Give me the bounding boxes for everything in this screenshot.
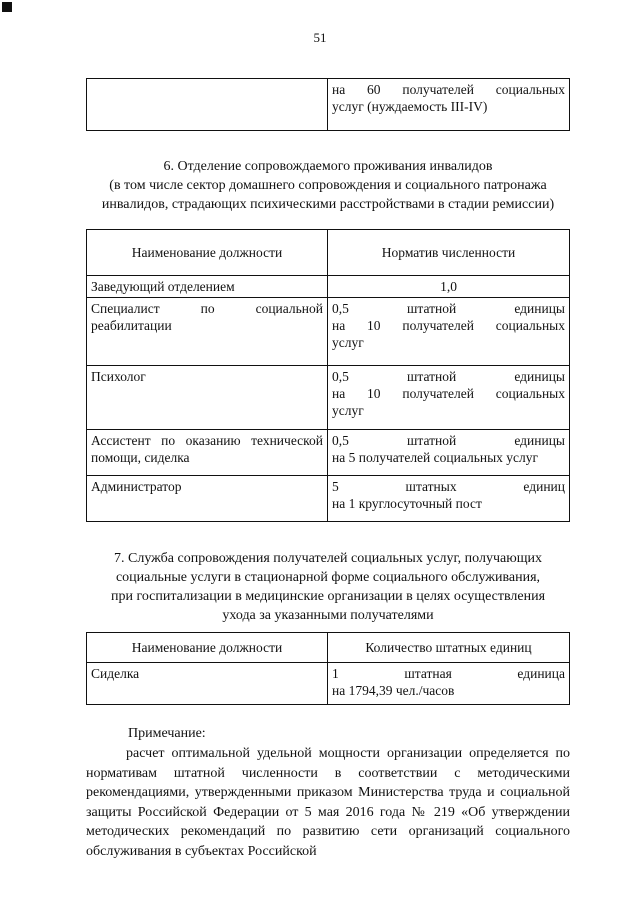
section6-heading — [86, 157, 570, 214]
position-cell — [87, 276, 328, 298]
quantity-cell — [328, 663, 570, 705]
norm-line: 1,0 — [440, 279, 457, 294]
top-table-right-cell — [328, 79, 570, 131]
top-table — [86, 78, 570, 131]
section7-title-line: социальные услуги в стационарной форме социального обслуживания, — [115, 570, 541, 585]
norm-line: услуг — [332, 335, 364, 350]
position-line: помощи, сиделка — [91, 450, 190, 465]
scan-corner-mark — [2, 2, 12, 12]
top-table-text-line: услуг (нуждаемость III-IV) — [332, 99, 488, 114]
position-cell — [87, 476, 328, 522]
section7-heading — [86, 549, 570, 625]
norm-line: на 10 получателей социальных — [332, 318, 565, 333]
table-row — [87, 476, 570, 522]
top-table-text-line: на 60 получателей социальных — [332, 82, 565, 97]
section6-header-norm: Норматив численности — [328, 230, 570, 276]
page-number: 51 — [313, 30, 327, 45]
quantity-line: на 1794,39 чел./часов — [332, 683, 455, 698]
note-title: Примечание: — [128, 726, 206, 741]
section7-table — [86, 632, 570, 705]
norm-cell — [328, 430, 570, 476]
section7-title-line: при госпитализации в медицинские организации в целях осуществления — [110, 589, 546, 604]
position-cell — [87, 430, 328, 476]
note-text: расчет оптимальной удельной мощности организации определяется по нормативам штатной численности в соответствии с методическими рекомендациями, утвержденными приказом Министерства труда и социальной защиты Российской Федерации от 5 мая 2016 года № 219 «Об утверждении методических рекомендаций по развитию сети организаций социального обслуживания в субъектах Российской — [86, 746, 570, 859]
position-line: Психолог — [91, 369, 146, 384]
norm-line: 0,5 штатной единицы — [332, 433, 565, 448]
section7-title-line: ухода за указанными получателями — [222, 608, 434, 623]
section6-header-position: Наименование должности — [87, 230, 328, 276]
norm-line: 0,5 штатной единицы — [332, 369, 565, 384]
table-row — [87, 276, 570, 298]
norm-line: 5 штатных единиц — [332, 479, 565, 494]
top-table-left-cell — [87, 79, 328, 131]
section7-header-position: Наименование должности — [87, 633, 328, 663]
section7-header-quantity: Количество штатных единиц — [328, 633, 570, 663]
position-line: Ассистент по оказанию технической — [91, 433, 323, 448]
norm-line: на 1 круглосуточный пост — [332, 496, 482, 511]
position-cell — [87, 298, 328, 366]
table-row — [87, 430, 570, 476]
norm-cell — [328, 476, 570, 522]
position-line: Заведующий отделением — [91, 279, 235, 294]
position-cell — [87, 663, 328, 705]
quantity-line: 1 штатная единица — [332, 666, 565, 681]
norm-cell — [328, 298, 570, 366]
norm-line: на 10 получателей социальных — [332, 386, 565, 401]
table-row — [87, 298, 570, 366]
section6-title-line: инвалидов, страдающих психическими расстройствами в стадии ремиссии) — [101, 197, 555, 212]
section6-title-line: (в том числе сектор домашнего сопровождения и социального патронажа — [109, 178, 547, 193]
position-line: Администратор — [91, 479, 182, 494]
norm-line: услуг — [332, 403, 364, 418]
norm-cell — [328, 276, 570, 298]
table-row — [87, 663, 570, 705]
position-line: реабилитации — [91, 318, 172, 333]
table-row — [87, 366, 570, 430]
position-cell — [87, 366, 328, 430]
section6-table — [86, 229, 570, 522]
position-line: Сиделка — [91, 666, 140, 681]
norm-cell — [328, 366, 570, 430]
position-line: Специалист по социальной — [91, 301, 323, 316]
norm-line: на 5 получателей социальных услуг — [332, 450, 539, 465]
section7-title-line: 7. Служба сопровождения получателей социальных услуг, получающих — [114, 551, 542, 566]
section6-title-line: 6. Отделение сопровождаемого проживания инвалидов — [163, 159, 493, 174]
norm-line: 0,5 штатной единицы — [332, 301, 565, 316]
